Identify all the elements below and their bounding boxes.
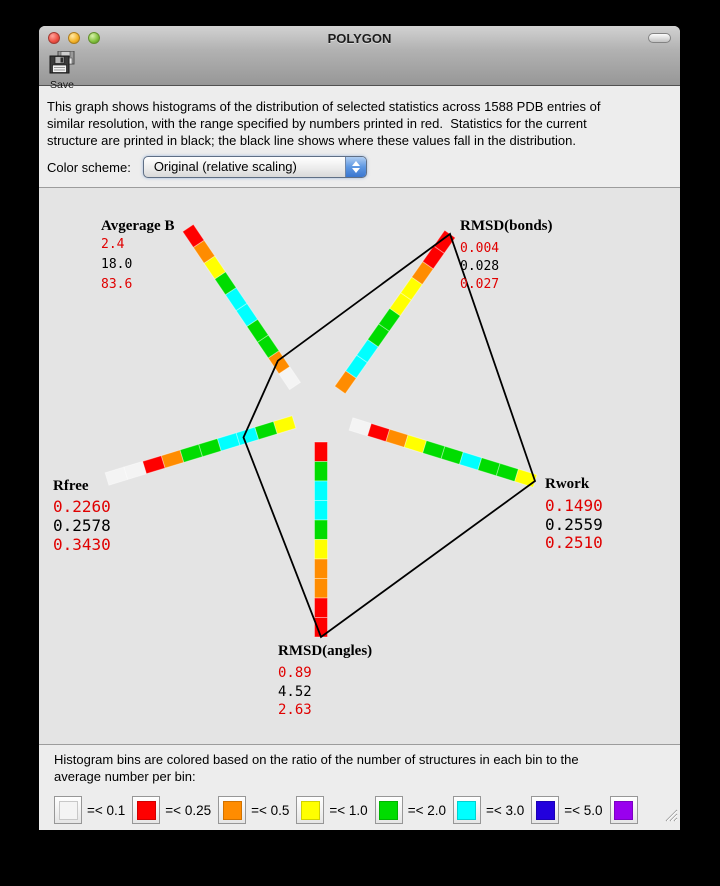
save-button[interactable] xyxy=(44,51,80,91)
axis-stats-rfree: Rfree 0.2260 0.2578 0.3430 xyxy=(53,478,111,554)
titlebar xyxy=(39,26,680,50)
description-line: This graph shows histograms of the distribution of selected statistics across 1588 PDB entries of xyxy=(47,99,601,114)
axis-current: 0.2559 xyxy=(545,514,603,534)
legend-bin: =< 5.0 xyxy=(531,796,602,824)
axis-min: 0.1490 xyxy=(545,496,603,515)
color-scheme-label: Color scheme: xyxy=(47,159,131,175)
color-scheme-row xyxy=(47,156,672,178)
axis-stats-rmsd-bonds: RMSD(bonds) 0.004 0.028 0.027 xyxy=(460,218,553,292)
legend-bin: =< 0.1 xyxy=(54,796,125,824)
legend-swatch xyxy=(610,796,638,824)
legend-bin: =< 3.0 xyxy=(453,796,524,824)
legend-text-line: Histogram bins are colored based on the ratio of the number of structures in each bin to the xyxy=(54,752,579,767)
axis-current: 4.52 xyxy=(278,683,312,700)
axis-stats-rwork: Rwork 0.1490 0.2559 0.2510 xyxy=(545,476,603,552)
color-scheme-select[interactable] xyxy=(143,156,367,178)
resize-grip[interactable] xyxy=(665,809,678,827)
legend-panel xyxy=(39,745,680,829)
axis-max: 0.027 xyxy=(460,277,500,292)
axis-max: 0.3430 xyxy=(53,535,111,554)
popup-arrows-icon xyxy=(345,157,366,177)
legend-bin: =< 2.0 xyxy=(375,796,446,824)
description-line: similar resolution, with the range specified by numbers printed in red. Statistics for the current xyxy=(47,116,587,131)
legend-swatch xyxy=(531,796,559,824)
toolbar-toggle-button[interactable] xyxy=(648,33,671,43)
axis-max: 83.6 xyxy=(101,277,133,292)
polygon-window xyxy=(39,26,680,830)
description-line: structure are printed in black; the black line shows where these values fall in the distribution. xyxy=(47,133,576,148)
plot-area xyxy=(39,188,680,744)
axis-current: 18.0 xyxy=(101,257,133,272)
axis-min: 2.4 xyxy=(101,237,125,252)
window-title: POLYGON xyxy=(327,30,392,46)
legend-bin: =< 1.0 xyxy=(296,796,367,824)
save-button-label: Save xyxy=(50,79,74,91)
legend-bin: =< 0.25 xyxy=(132,796,211,824)
axis-current: 0.2578 xyxy=(53,516,111,535)
axis-current: 0.028 xyxy=(460,259,500,274)
info-panel xyxy=(39,86,680,187)
legend-swatch xyxy=(453,796,481,824)
legend-bin xyxy=(610,796,643,824)
axis-stats-average-b: Avgerage B 2.4 18.0 83.6 xyxy=(101,218,174,295)
legend-swatch xyxy=(54,796,82,824)
axis-min: 0.89 xyxy=(278,665,312,681)
legend-swatch xyxy=(132,796,160,824)
color-scheme-selected-value: Original (relative scaling) xyxy=(153,159,297,174)
save-icon xyxy=(49,51,76,79)
axis-min: 0.2260 xyxy=(53,497,111,516)
legend-text-line: average number per bin: xyxy=(54,769,196,784)
axis-min: 0.004 xyxy=(460,241,500,256)
toolbar xyxy=(39,50,680,91)
axis-max: 2.63 xyxy=(278,702,312,718)
legend-swatch xyxy=(218,796,246,824)
axis-max: 0.2510 xyxy=(545,533,603,552)
axis-stats-rmsd-angles: RMSD(angles) 0.89 4.52 2.63 xyxy=(278,643,373,718)
legend-bins-row xyxy=(54,796,680,824)
legend-swatch xyxy=(375,796,403,824)
legend-swatch xyxy=(296,796,324,824)
legend-bin: =< 0.5 xyxy=(218,796,289,824)
